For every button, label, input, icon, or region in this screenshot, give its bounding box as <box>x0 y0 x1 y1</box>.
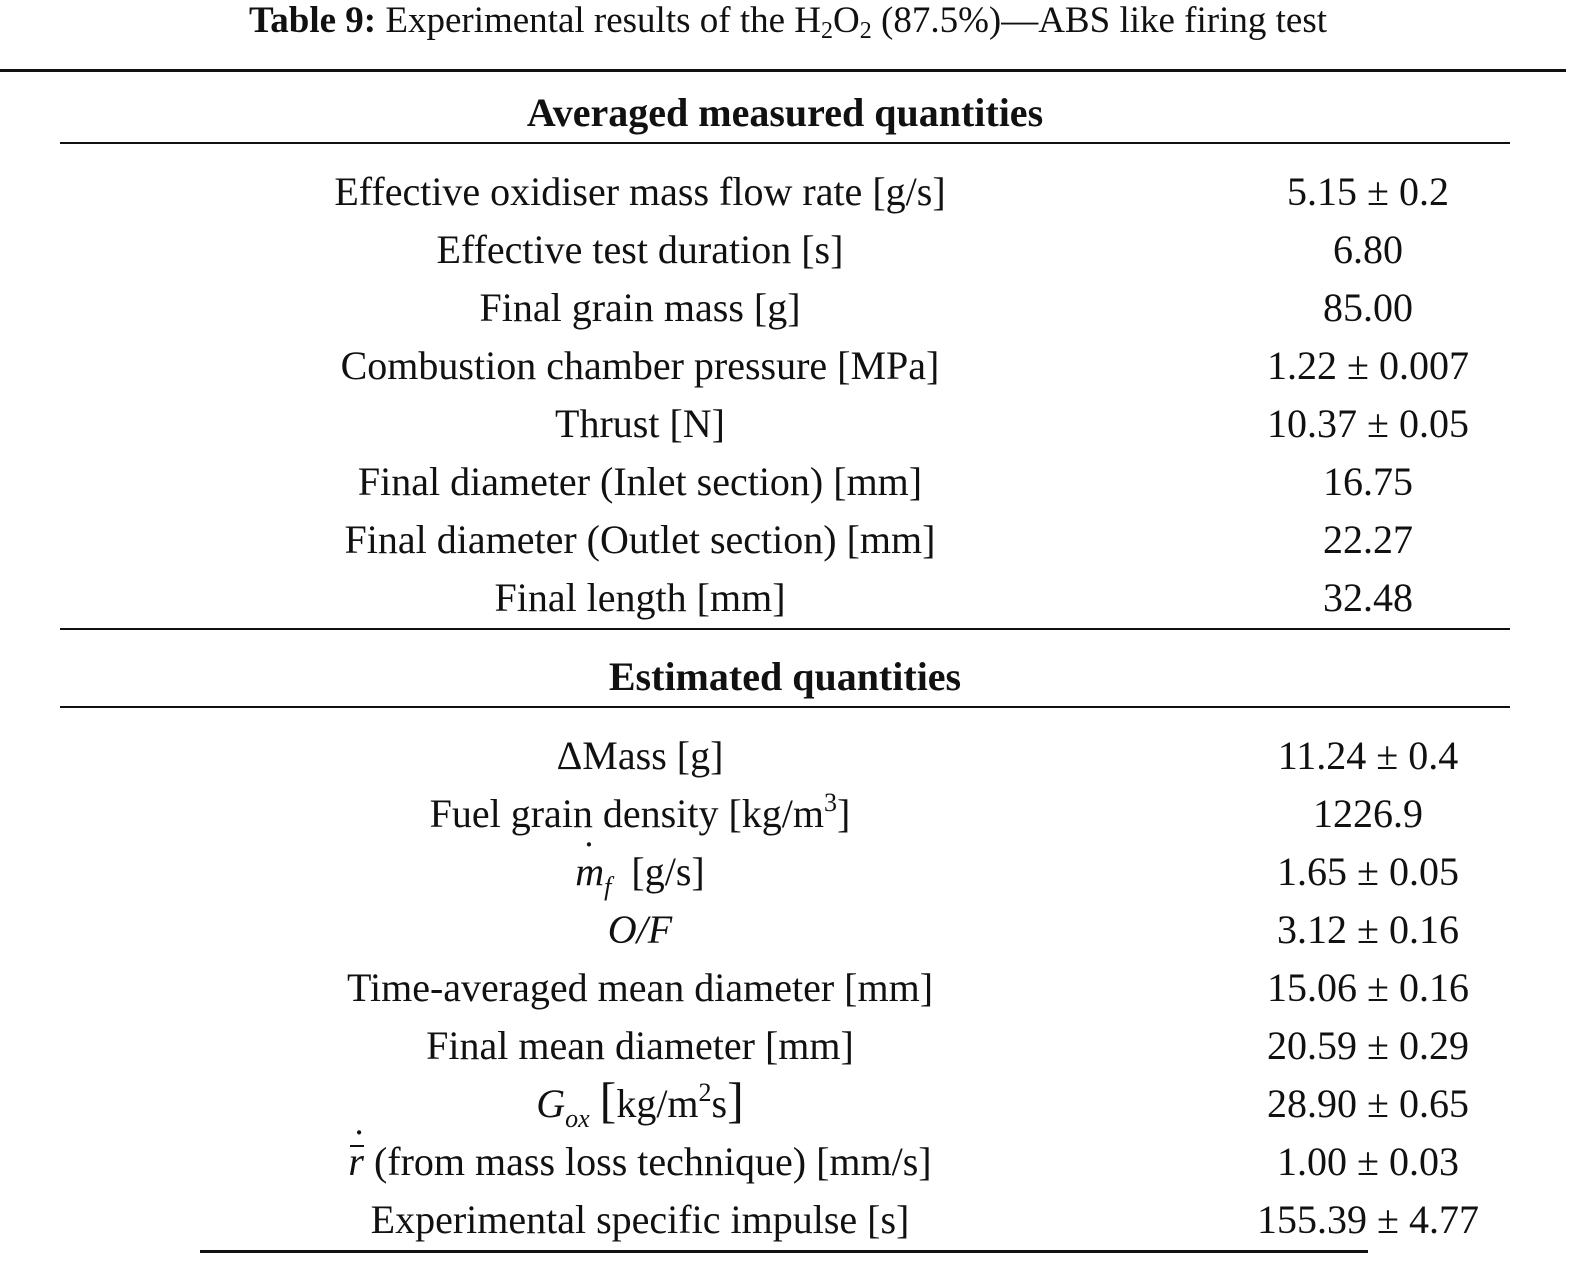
table-row <box>0 337 1576 395</box>
table-row <box>0 959 1576 1017</box>
row-value: 5.15 ± 0.2 <box>1287 169 1449 214</box>
table-top-rule <box>0 69 1566 72</box>
regression-rate-symbol: r ˙ <box>348 1133 364 1191</box>
row-label: O/F <box>607 907 673 952</box>
row-label: Final diameter (Inlet section) [mm] <box>357 459 923 504</box>
row-label: Effective oxidiser mass flow rate [g/s] <box>334 169 946 214</box>
row-value: 6.80 <box>1333 227 1403 272</box>
row-value: 3.12 ± 0.16 <box>1277 907 1459 952</box>
table-row <box>0 163 1576 221</box>
section-divider-rule <box>60 628 1510 630</box>
table-bottom-rule <box>200 1250 1368 1253</box>
table-row <box>0 785 1576 843</box>
row-label-superscript: 3 <box>824 788 838 817</box>
row-label: ΔMass [g] <box>556 733 724 778</box>
table-caption <box>0 0 1576 44</box>
row-value: 15.06 ± 0.16 <box>1267 965 1469 1010</box>
open-bracket: [ <box>599 1072 617 1128</box>
row-label: Final grain mass [g] <box>479 285 801 330</box>
row-label: Final mean diameter [mm] <box>426 1023 854 1068</box>
table-row <box>0 511 1576 569</box>
row-label: Effective test duration [s] <box>436 227 844 272</box>
row-label-superscript: 2 <box>698 1078 712 1107</box>
row-label <box>240 785 1040 843</box>
row-label-end: ] <box>837 791 851 836</box>
mass-flow-symbol: ˙ m <box>575 843 604 901</box>
section-title-measured: Averaged measured quantities <box>526 90 1044 135</box>
row-label <box>240 1133 1040 1191</box>
row-label-unit-end: s <box>711 1081 728 1126</box>
row-value: 85.00 <box>1323 285 1413 330</box>
table-caption-text: Experimental results of the H <box>385 0 822 41</box>
row-value: 1226.9 <box>1313 791 1423 836</box>
row-label: Time-averaged mean diameter [mm] <box>346 965 934 1010</box>
table-row <box>0 1072 1576 1133</box>
table-row <box>0 1017 1576 1075</box>
row-label-subscript: ox <box>565 1104 590 1133</box>
row-value: 11.24 ± 0.4 <box>1277 733 1459 778</box>
table-row <box>0 279 1576 337</box>
table-caption-suffix: (87.5%)—ABS like firing test <box>881 0 1328 41</box>
row-label: Thrust [N] <box>555 401 725 446</box>
table-row <box>0 1191 1576 1249</box>
table-row <box>0 221 1576 279</box>
section-rule-measured <box>60 142 1510 144</box>
row-label-unit: kg/m <box>616 1081 699 1126</box>
formula-subscript-2: 2 <box>859 18 872 44</box>
table-row <box>0 395 1576 453</box>
row-label-subscript: f <box>604 872 612 901</box>
table-row <box>0 453 1576 511</box>
mass-flux-symbol: G <box>536 1081 566 1126</box>
table-row <box>0 843 1576 901</box>
row-label: Final length [mm] <box>494 575 786 620</box>
section-rule-estimated <box>60 706 1510 708</box>
row-value: 155.39 ± 4.77 <box>1257 1197 1479 1242</box>
section-title-estimated: Estimated quantities <box>608 654 962 699</box>
row-value: 16.75 <box>1323 459 1413 504</box>
row-label <box>240 843 1040 901</box>
row-label-text: (from mass loss technique) [mm/s] <box>373 1139 932 1184</box>
formula-oxygen: O <box>833 0 860 41</box>
row-value: 1.00 ± 0.03 <box>1277 1139 1459 1184</box>
row-label: Combustion chamber pressure [MPa] <box>340 343 940 388</box>
row-value: 32.48 <box>1323 575 1413 620</box>
row-value: 22.27 <box>1323 517 1413 562</box>
row-value: 1.22 ± 0.007 <box>1267 343 1469 388</box>
row-value: 28.90 ± 0.65 <box>1267 1081 1469 1126</box>
table-row <box>0 727 1576 785</box>
row-label-text: Fuel grain density [kg/m <box>429 791 825 836</box>
row-value: 1.65 ± 0.05 <box>1277 849 1459 894</box>
table-caption-label: Table 9: <box>248 0 377 41</box>
table-row <box>0 569 1576 627</box>
row-label: Experimental specific impulse [s] <box>370 1197 910 1242</box>
close-bracket: ] <box>727 1072 744 1128</box>
table-row <box>0 901 1576 959</box>
row-label: Final diameter (Outlet section) [mm] <box>344 517 936 562</box>
row-value: 10.37 ± 0.05 <box>1267 401 1469 446</box>
formula-subscript-1: 2 <box>821 18 834 44</box>
row-label-unit: [g/s] <box>631 849 705 894</box>
table-row <box>0 1133 1576 1191</box>
row-value: 20.59 ± 0.29 <box>1267 1023 1469 1068</box>
